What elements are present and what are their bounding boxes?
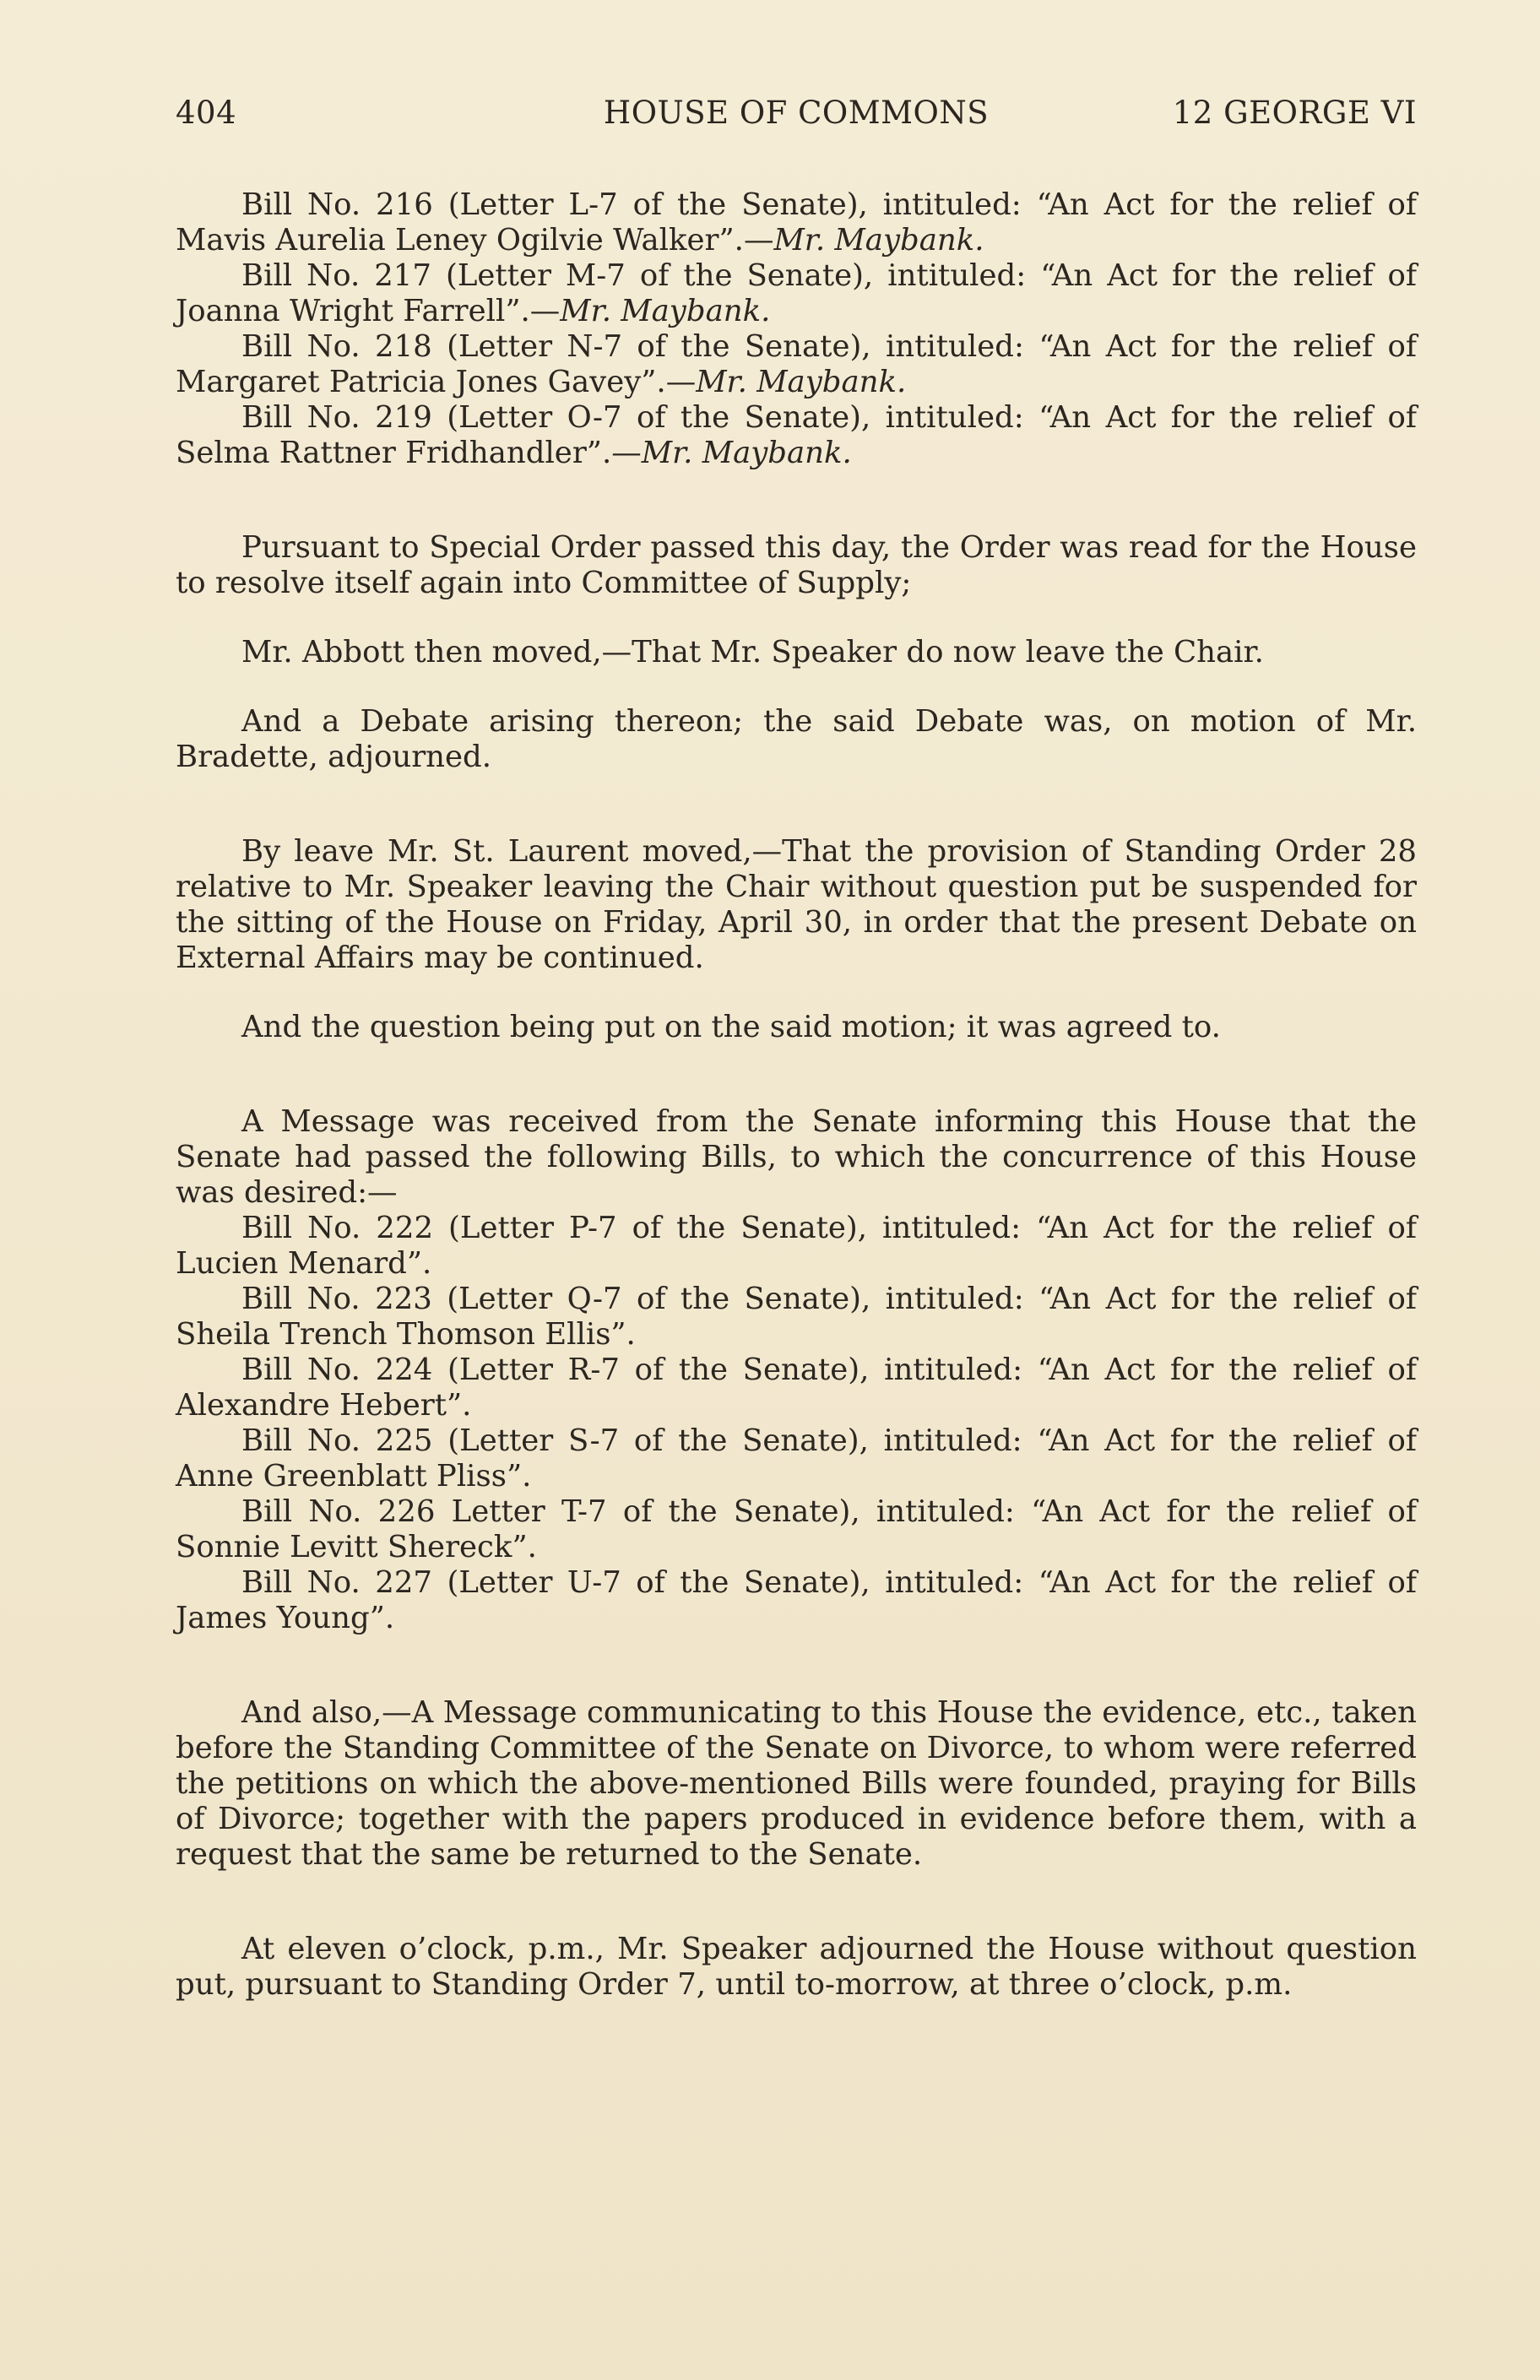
paragraph-senate-message: A Message was received from the Senate informing this House that the Senate had passed the following Bills, to which the concurrence of this House was desired:— — [176, 1104, 1417, 1210]
paragraph-laurent-motion: By leave Mr. St. Laurent moved,—That the provision of Standing Order 28 relative to Mr. Speaker leaving the Chair without question put be suspended for the sitting of the House on Friday, April 30, in order that the present Debate on External Affairs may be continued. — [176, 834, 1417, 975]
bill-entry: Bill No. 225 (Letter S-7 of the Senate), intituled: “An Act for the relief of Anne Greenblatt Pliss”. — [176, 1423, 1417, 1494]
bill-entry: Bill No. 223 (Letter Q-7 of the Senate), intituled: “An Act for the relief of Sheila Trench Thomson Ellis”. — [176, 1282, 1417, 1352]
page-body — [176, 187, 1417, 2003]
page-number: 404 — [176, 95, 237, 131]
regnal-year: 12 GEORGE VI — [1172, 95, 1417, 131]
paragraph-debate: And a Debate arising thereon; the said Debate was, on motion of Mr. Bradette, adjourned. — [176, 704, 1417, 774]
bill-entry: Bill No. 227 (Letter U-7 of the Senate), intituled: “An Act for the relief of James Young”. — [176, 1565, 1417, 1635]
bills-list-second — [176, 1211, 1417, 1636]
running-header — [176, 95, 1417, 137]
paragraph-abbott-motion: Mr. Abbott then moved,—That Mr. Speaker do now leave the Chair. — [241, 635, 1264, 670]
paragraph-adjournment: At eleven o’clock, p.m., Mr. Speaker adjourned the House without question put, pursuant to Standing Order 7, until to-morrow, at three o’clock, p.m. — [176, 1932, 1417, 2002]
bill-entry: Bill No. 226 Letter T-7 of the Senate), intituled: “An Act for the relief of Sonnie Levitt Shereck”. — [176, 1494, 1417, 1564]
bill-mover: Mr. Maybank. — [773, 223, 984, 258]
bill-entry: Bill No. 224 (Letter R-7 of the Senate), intituled: “An Act for the relief of Alexandre Hebert”. — [176, 1353, 1417, 1423]
bills-list-first — [176, 187, 1417, 471]
bill-mover: Mr. Maybank. — [560, 294, 771, 328]
paragraph-agreed: And the question being put on the said motion; it was agreed to. — [241, 1010, 1221, 1044]
bill-entry: Bill No. 217 (Letter M-7 of the Senate), intituled: “An Act for the relief of Joanna Wright Farrell”.—Mr. Maybank. — [176, 258, 1417, 328]
bill-entry: Bill No. 218 (Letter N-7 of the Senate), intituled: “An Act for the relief of Margaret Patricia Jones Gavey”.—Mr. Maybank. — [176, 329, 1417, 399]
paragraph-supply: Pursuant to Special Order passed this day, the Order was read for the House to resolve itself again into Committee of Supply; — [176, 530, 1417, 600]
bill-mover: Mr. Maybank. — [696, 365, 907, 399]
bill-entry: Bill No. 219 (Letter O-7 of the Senate), intituled: “An Act for the relief of Selma Rattner Fridhandler”.—Mr. Maybank. — [176, 400, 1417, 470]
page-title: HOUSE OF COMMONS — [603, 95, 990, 131]
bill-entry: Bill No. 222 (Letter P-7 of the Senate), intituled: “An Act for the relief of Lucien Menard”. — [176, 1211, 1417, 1281]
paragraph-evidence-message: And also,—A Message communicating to this House the evidence, etc., taken before the Standing Committee of the Senate on Divorce, to whom were referred the petitions on which the above-mentioned Bills were founded, praying for Bills of Divorce; together with the papers produced in evidence before them, with a request that the same be returned to the Senate. — [176, 1695, 1417, 1872]
bill-entry: Bill No. 216 (Letter L-7 of the Senate), intituled: “An Act for the relief of Mavis Aurelia Leney Ogilvie Walker”.—Mr. Maybank. — [176, 187, 1417, 258]
bill-mover: Mr. Maybank. — [641, 436, 852, 470]
